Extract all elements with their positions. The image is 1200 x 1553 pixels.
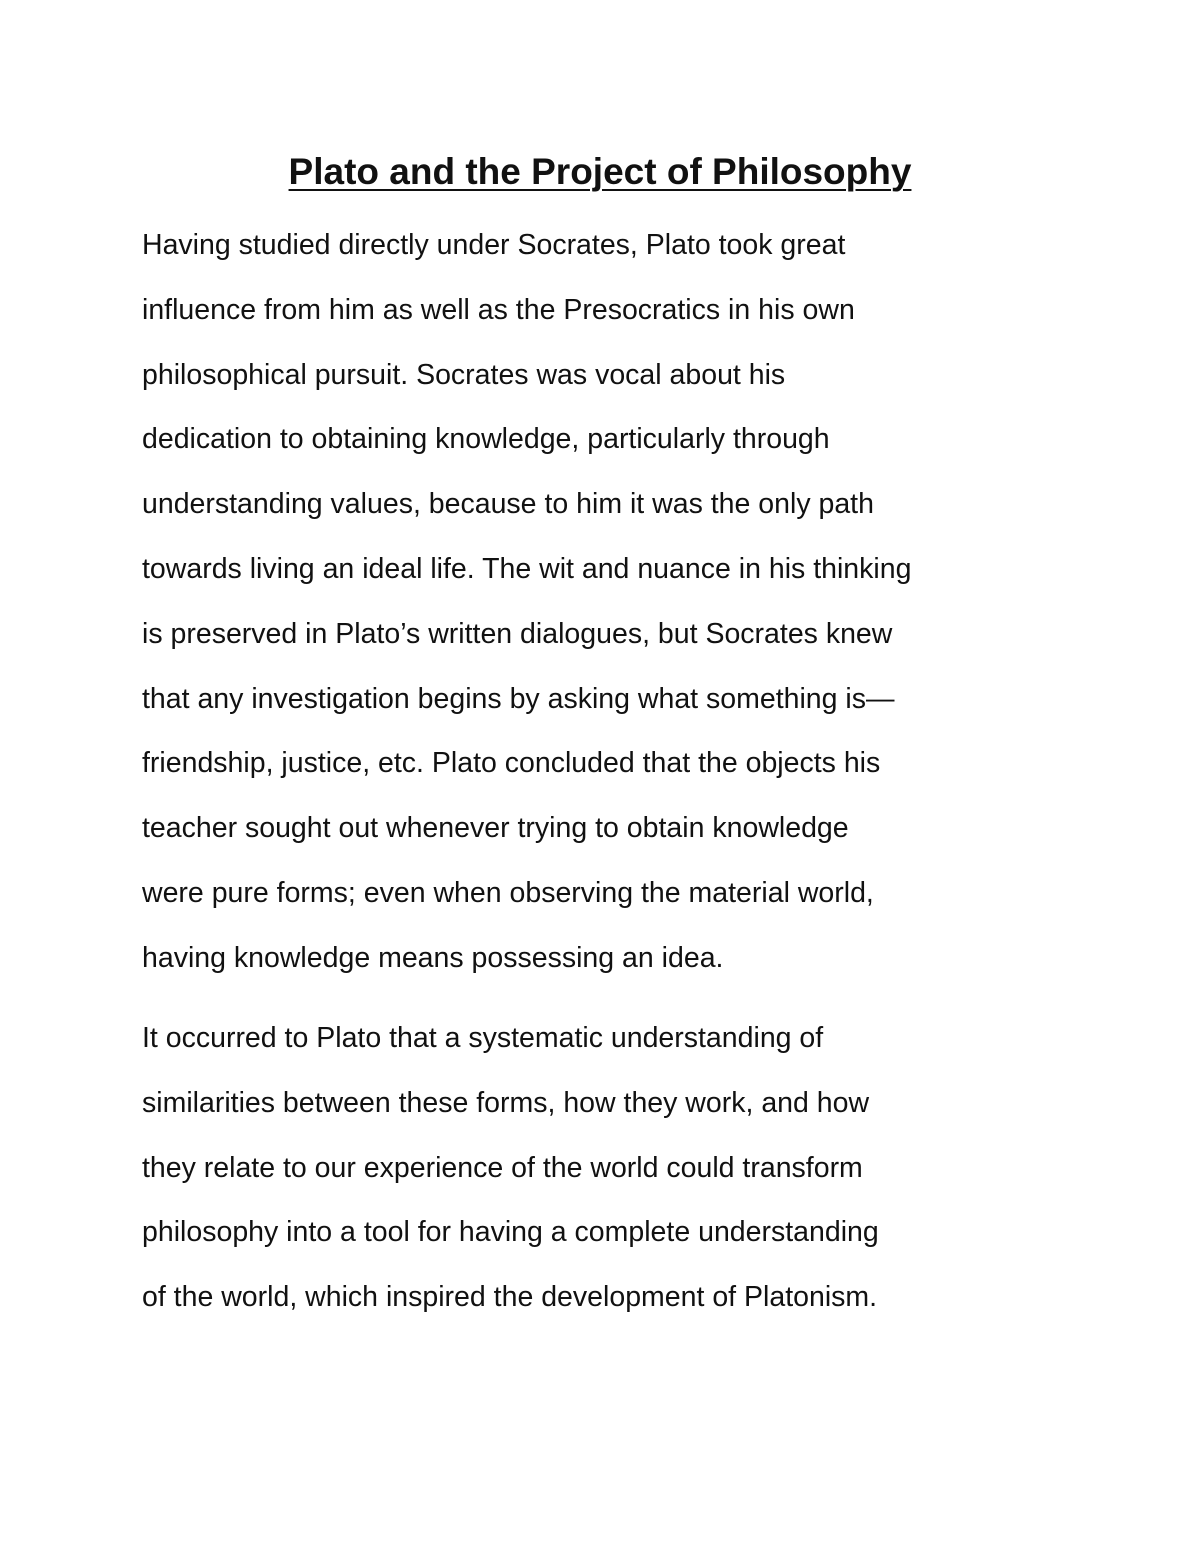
text-line: understanding values, because to him it was the only path — [142, 488, 874, 521]
text-line: teacher sought out whenever trying to obtain knowledge — [142, 812, 849, 845]
text-line: of the world, which inspired the development of Platonism. — [142, 1281, 878, 1314]
text-line: similarities between these forms, how they work, and how — [142, 1086, 870, 1119]
text-line: is preserved in Plato’s written dialogues, but Socrates knew — [142, 617, 893, 650]
paragraph-2 — [142, 1006, 879, 1330]
text-line: philosophy into a tool for having a complete understanding — [142, 1216, 879, 1249]
document-title: Plato and the Project of Philosophy — [288, 151, 912, 192]
text-line: philosophical pursuit. Socrates was vocal about his — [142, 358, 786, 391]
text-line: that any investigation begins by asking what something is— — [142, 682, 895, 715]
text-line: towards living an ideal life. The wit and nuance in his thinking — [142, 552, 912, 585]
text-line: friendship, justice, etc. Plato concluded that the objects his — [142, 747, 881, 780]
paragraph-1 — [142, 213, 911, 991]
text-line: having knowledge means possessing an idea. — [142, 941, 724, 974]
text-line: influence from him as well as the Presocratics in his own — [142, 293, 855, 326]
text-line: were pure forms; even when observing the material world, — [142, 876, 874, 909]
text-line: they relate to our experience of the world could transform — [142, 1151, 863, 1184]
text-line: It occurred to Plato that a systematic understanding of — [142, 1022, 824, 1054]
text-line: Having studied directly under Socrates, Plato took great — [142, 229, 846, 261]
text-line: dedication to obtaining knowledge, particularly through — [142, 423, 830, 456]
